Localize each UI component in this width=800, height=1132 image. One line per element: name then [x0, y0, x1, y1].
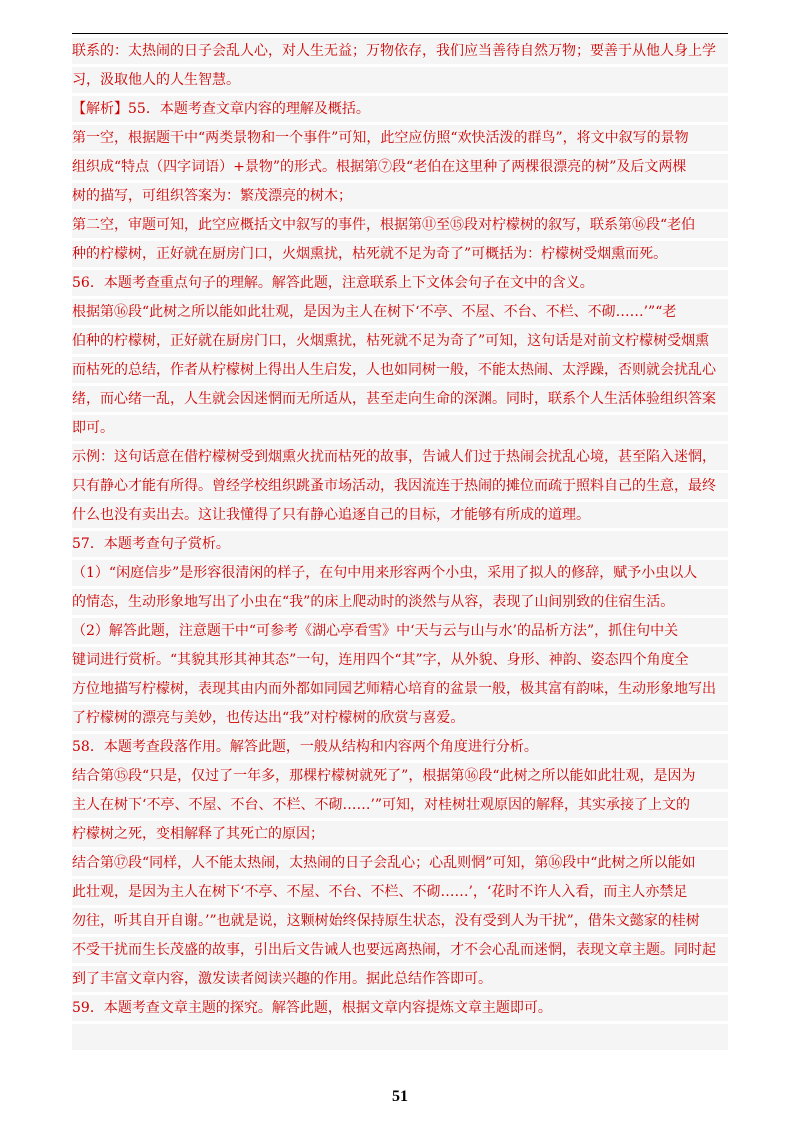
text-line: 只有静心才能有所得。曾经学校组织跳蚤市场活动，我因流连于热闹的摊位而疏于照料自己的生意，最终 [72, 473, 728, 499]
header-rule [72, 33, 728, 34]
text-line: 主人在树下‘不亭、不屋、不台、不栏、不砌……’”可知，对桂树壮观原因的解释，其实承接了上文的 [72, 792, 728, 818]
text-line: 58．本题考查段落作用。解答此题，一般从结构和内容两个角度进行分析。 [72, 734, 728, 760]
text-line: 【解析】55．本题考查文章内容的理解及概括。 [72, 96, 728, 122]
text-line: 59．本题考查文章主题的探究。解答此题，根据文章内容提炼文章主题即可。 [72, 995, 728, 1021]
text-line: 种的柠檬树，正好就在厨房门口，火烟熏扰，枯死就不足为奇了”可概括为：柠檬树受烟熏而死。 [72, 241, 728, 267]
text-line: 根据第⑯段“此树之所以能如此壮观，是因为主人在树下‘不亭、不屋、不台、不栏、不砌……’”“老 [72, 299, 728, 325]
text-line: 第一空，根据题干中“两类景物和一个事件”可知，此空应仿照“欢快活泼的群鸟”，将文中叙写的景物 [72, 125, 728, 151]
text-line: 组织成“特点（四字词语）+景物”的形式。根据第⑦段“老伯在这里种了两棵很漂亮的树”及后文两棵 [72, 154, 728, 180]
text-line: 键词进行赏析。“其貌其形其神其态”一句，连用四个“其”字，从外貌、身形、神韵、姿态四个角度全 [72, 647, 728, 673]
text-line: 不受干扰而生长茂盛的故事，引出后文告诫人也要远离热闹，才不会心乱而迷惘，表现文章主题。同时起 [72, 937, 728, 963]
blank-line [72, 1024, 728, 1050]
text-line: 勿往，听其自开自谢。’”也就是说，这颗树始终保持原生状态，没有受到人为干扰”，借朱文懿家的桂树 [72, 908, 728, 934]
text-line: 此壮观，是因为主人在树下‘不亭、不屋、不台、不栏、不砌……’，‘花时不许人入看，而主人亦禁足 [72, 879, 728, 905]
text-line: 伯种的柠檬树，正好就在厨房门口，火烟熏扰，枯死就不足为奇了”可知，这句话是对前文柠檬树受烟熏 [72, 328, 728, 354]
text-line: 示例：这句话意在借柠檬树受到烟熏火扰而枯死的故事，告诫人们过于热闹会扰乱心境，甚至陷入迷惘， [72, 444, 728, 470]
text-line: 结合第⑮段“只是，仅过了一年多，那棵柠檬树就死了”，根据第⑯段“此树之所以能如此壮观，是因为 [72, 763, 728, 789]
text-line: 方位地描写柠檬树，表现其由内而外都如同园艺师精心培育的盆景一般，极其富有韵味，生动形象地写出 [72, 676, 728, 702]
text-line: 到了丰富文章内容，激发读者阅读兴趣的作用。据此总结作答即可。 [72, 966, 728, 992]
text-line: 56．本题考查重点句子的理解。解答此题，注意联系上下文体会句子在文中的含义。 [72, 270, 728, 296]
text-line: 树的描写，可组织答案为：繁茂漂亮的树木； [72, 183, 728, 209]
text-line: 结合第⑰段“同样，人不能太热闹，太热闹的日子会乱心；心乱则惘”可知，第⑯段中“此树之所以能如 [72, 850, 728, 876]
text-line: 习，汲取他人的人生智慧。 [72, 67, 728, 93]
text-line: 第二空，审题可知，此空应概括文中叙写的事件，根据第⑪至⑮段对柠檬树的叙写，联系第⑯段“老伯 [72, 212, 728, 238]
text-line: 57．本题考查句子赏析。 [72, 531, 728, 557]
text-line: 而枯死的总结，作者从柠檬树上得出人生启发，人也如同树一般，不能太热闹、太浮躁，否则就会扰乱心 [72, 357, 728, 383]
answer-analysis-text [72, 38, 728, 1053]
text-line: 联系的：太热闹的日子会乱人心，对人生无益；万物依存，我们应当善待自然万物；要善于从他人身上学 [72, 38, 728, 64]
text-line: 了柠檬树的漂亮与美妙，也传达出“我”对柠檬树的欣赏与喜爱。 [72, 705, 728, 731]
page-number: 51 [392, 1088, 408, 1105]
text-line: 绪，而心绪一乱，人生就会因迷惘而无所适从，甚至走向生命的深渊。同时，联系个人生活体验组织答案 [72, 386, 728, 412]
text-line: 什么也没有卖出去。这让我懂得了只有静心追逐自己的目标，才能够有所成的道理。 [72, 502, 728, 528]
text-line: 即可。 [72, 415, 728, 441]
text-line: 的情态，生动形象地写出了小虫在“我”的床上爬动时的淡然与从容，表现了山间别致的住宿生活。 [72, 589, 728, 615]
text-line: 柠檬树之死，变相解释了其死亡的原因； [72, 821, 728, 847]
text-line: （2）解答此题，注意题干中“可参考《湖心亭看雪》中‘天与云与山与水’的品析方法”，抓住句中关 [72, 618, 728, 644]
text-line: （1）“闲庭信步”是形容很清闲的样子，在句中用来形容两个小虫，采用了拟人的修辞，赋予小虫以人 [72, 560, 728, 586]
